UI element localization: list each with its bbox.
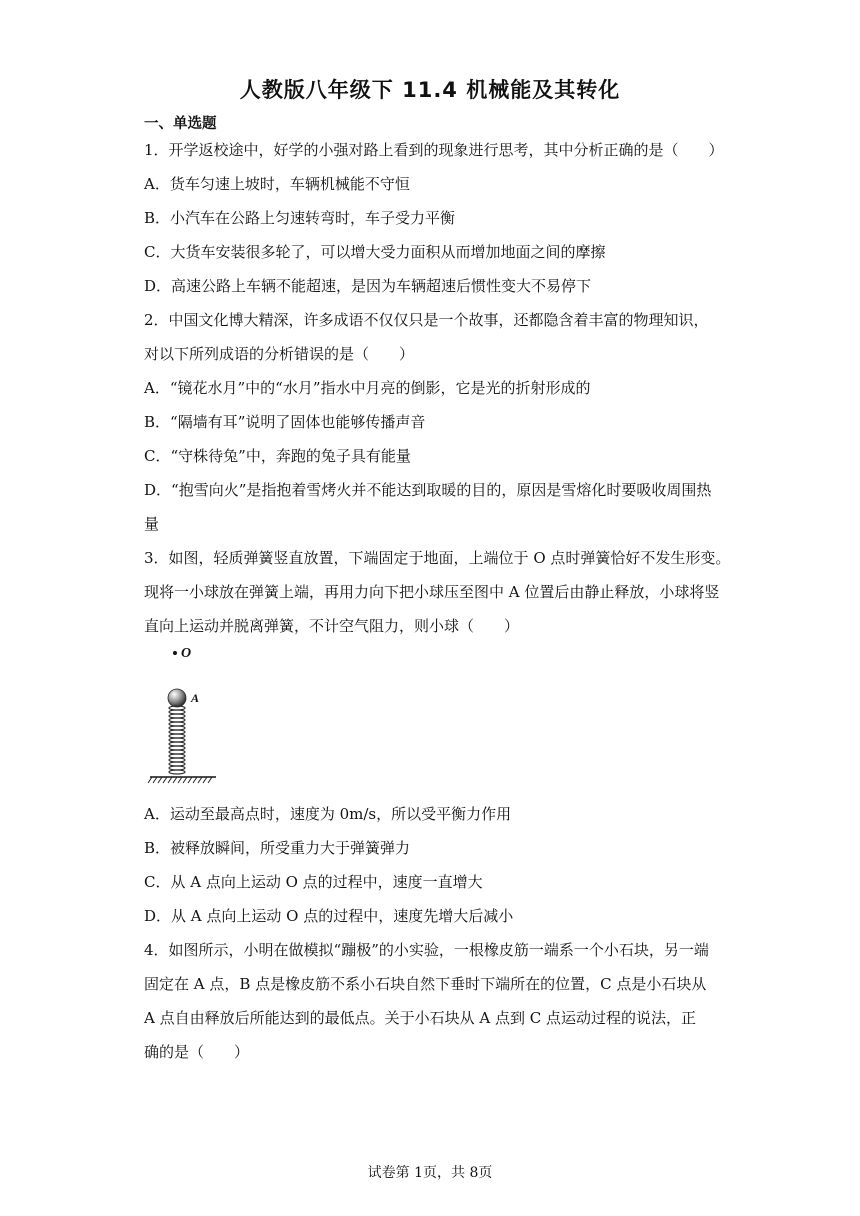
hatch-line xyxy=(183,777,187,783)
point-o-label: O xyxy=(181,646,192,661)
question-2-option-c: C．“守株待兔”中，奔跑的兔子具有能量 xyxy=(144,447,411,465)
hatch-line xyxy=(168,777,172,783)
hatch-line xyxy=(158,777,162,783)
page-footer: 试卷第 1页，共 8页 xyxy=(367,1165,493,1181)
hatch-line xyxy=(153,777,157,783)
question-3-option-b: B．被释放瞬间，所受重力大于弹簧弹力 xyxy=(144,839,411,857)
spring xyxy=(169,706,185,774)
question-1-option-c: C．大货车安装很多轮了，可以增大受力面积从而增加地面之间的摩擦 xyxy=(144,243,606,261)
question-2-option-d-line-2: 量 xyxy=(144,515,160,533)
point-o-dot xyxy=(173,651,177,655)
hatch-line xyxy=(203,777,207,783)
question-1-option-a: A．货车匀速上坡时，车辆机械能不守恒 xyxy=(144,175,410,193)
ball xyxy=(168,689,186,707)
spring-ball-figure xyxy=(146,640,226,790)
hatch-line xyxy=(163,777,167,783)
question-3-option-d: D．从 A 点向上运动 O 点的过程中，速度先增大后减小 xyxy=(144,907,514,925)
hatch-line xyxy=(178,777,182,783)
spring-coil xyxy=(169,770,185,774)
question-3-option-a: A．运动至最高点时，速度为 0m/s，所以受平衡力作用 xyxy=(144,805,512,823)
hatch-line xyxy=(188,777,192,783)
hatch-line xyxy=(198,777,202,783)
question-1-option-b: B．小汽车在公路上匀速转弯时，车子受力平衡 xyxy=(144,209,456,227)
question-2-option-a: A．“镜花水月”中的“水月”指水中月亮的倒影，它是光的折射形成的 xyxy=(144,379,591,397)
question-3-stem-line-3: 直向上运动并脱离弹簧，不计空气阻力，则小球（ ） xyxy=(144,617,520,635)
hatch-line xyxy=(208,777,212,783)
question-3-stem-line-2: 现将一小球放在弹簧上端，再用力向下把小球压至图中 A 位置后由静止释放，小球将竖 xyxy=(144,583,720,601)
question-4-stem-line-4: 确的是（ ） xyxy=(144,1043,250,1061)
point-a-label: A xyxy=(191,691,200,705)
section-heading: 一、单选题 xyxy=(144,116,217,132)
hatch-line xyxy=(193,777,197,783)
question-3-stem-line-1: 3．如图，轻质弹簧竖直放置，下端固定于地面，上端位于 O 点时弹簧恰好不发生形变。 xyxy=(144,549,731,567)
question-4-stem-line-2: 固定在 A 点，B 点是橡皮筋不系小石块自然下垂时下端所在的位置，C 点是小石块从 xyxy=(144,975,707,993)
ground-hatching xyxy=(148,777,212,783)
question-4-stem-line-1: 4．如图所示，小明在做模拟“蹦极”的小实验，一根橡皮筋一端系一个小石块，另一端 xyxy=(144,941,709,959)
question-1-option-d: D．高速公路上车辆不能超速，是因为车辆超速后惯性变大不易停下 xyxy=(144,277,592,295)
question-2-option-b: B．“隔墙有耳”说明了固体也能够传播声音 xyxy=(144,413,426,431)
page-title: 人教版八年级下 11.4 机械能及其转化 xyxy=(239,78,621,102)
question-2-option-d-line-1: D．“抱雪向火”是指抱着雪烤火并不能达到取暖的目的，原因是雪熔化时要吸收周围热 xyxy=(144,481,712,499)
question-2-stem-line-2: 对以下所列成语的分析错误的是（ ） xyxy=(144,345,415,363)
question-2-stem-line-1: 2．中国文化博大精深，许多成语不仅仅只是一个故事，还都隐含着丰富的物理知识， xyxy=(144,311,709,329)
hatch-line xyxy=(148,777,152,783)
hatch-line xyxy=(173,777,177,783)
question-3-option-c: C．从 A 点向上运动 O 点的过程中，速度一直增大 xyxy=(144,873,483,891)
question-4-stem-line-3: A 点自由释放后所能达到的最低点。关于小石块从 A 点到 C 点运动过程的说法，正 xyxy=(144,1009,696,1027)
question-1-stem: 1．开学返校途中，好学的小强对路上看到的现象进行思考，其中分析正确的是（ ） xyxy=(144,141,724,159)
